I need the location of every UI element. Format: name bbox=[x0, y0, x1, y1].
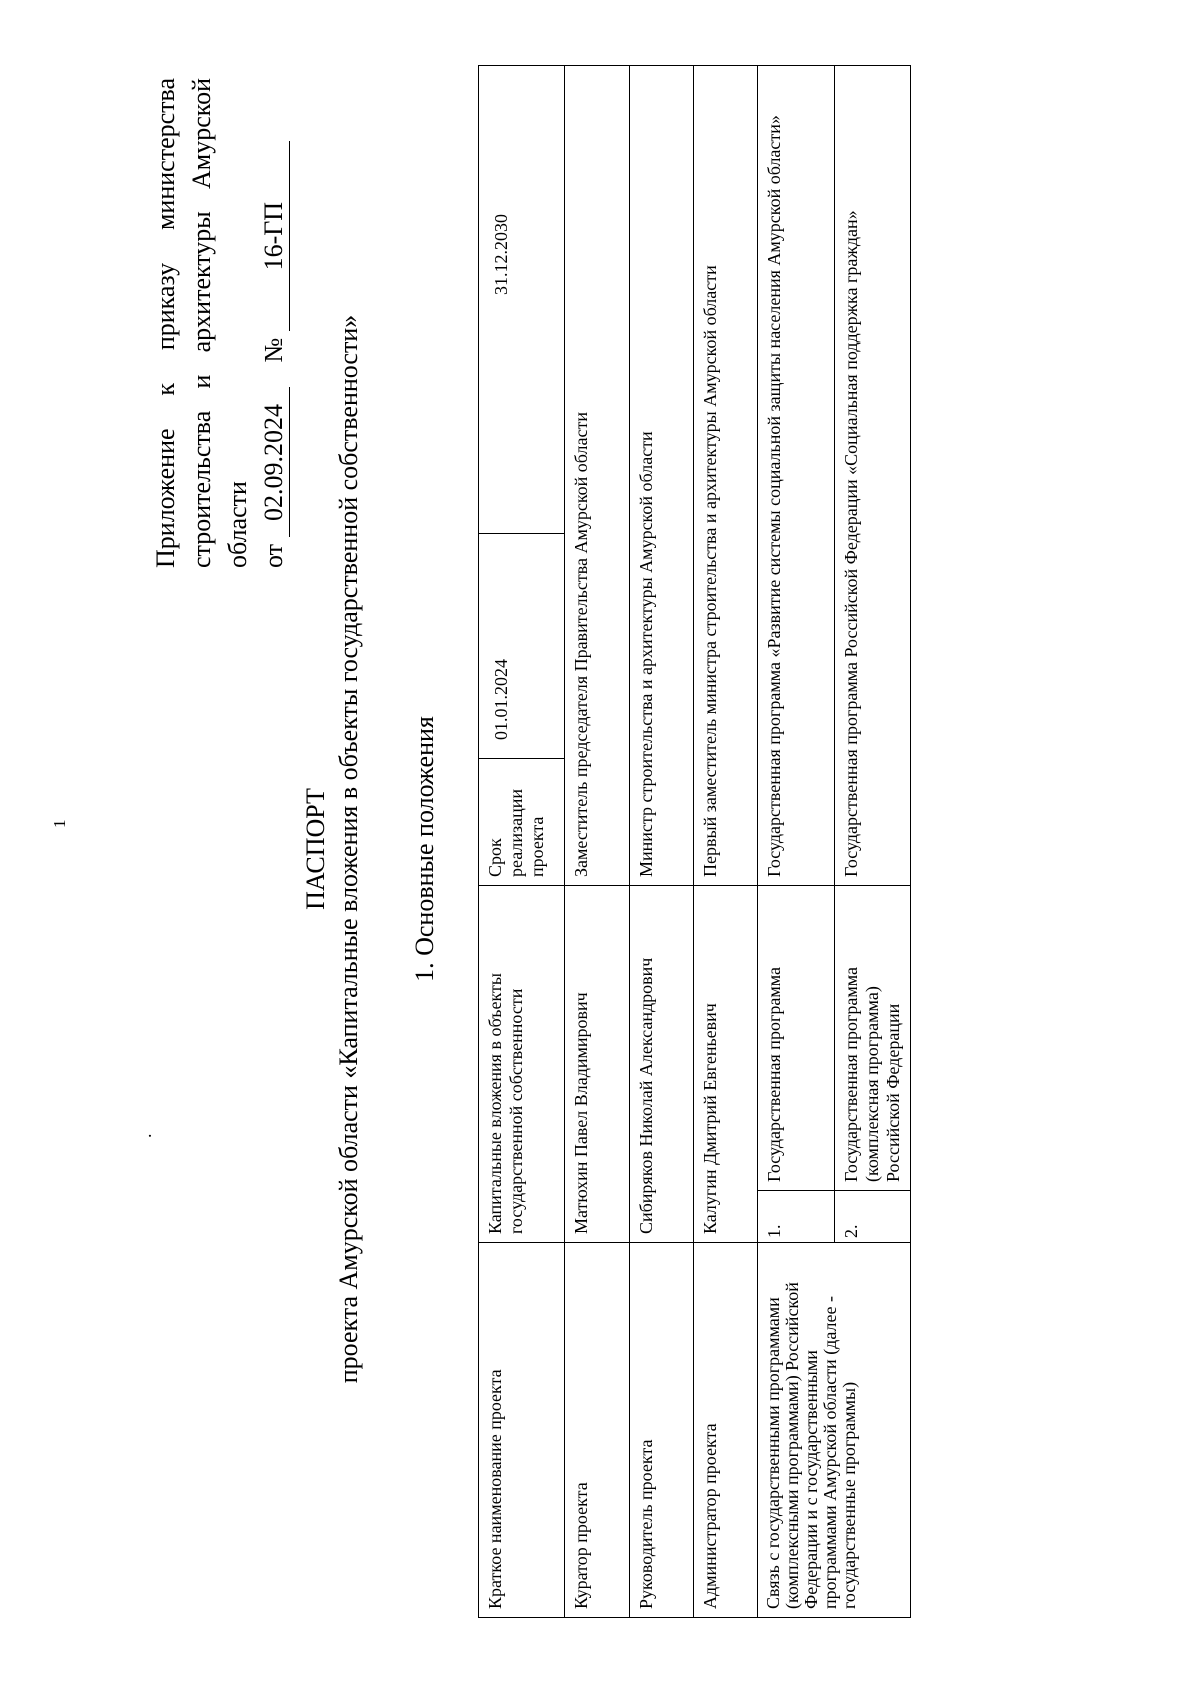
manager-position: Министр строительства и архитектуры Амурской области bbox=[630, 66, 694, 886]
order-date: 02.09.2024 bbox=[259, 387, 290, 537]
term-label: Срок реализации проекта bbox=[479, 759, 565, 886]
date-prefix: от bbox=[259, 543, 288, 568]
curator-name: Матюхин Павел Владимирович bbox=[565, 886, 630, 1243]
manager-name: Сибиряков Николай Александрович bbox=[630, 886, 694, 1243]
document-title: ПАСПОРТ bbox=[301, 788, 330, 910]
scan-dot: . bbox=[135, 1133, 155, 1138]
table-row-manager bbox=[630, 66, 694, 1618]
program-1-name: Государственная программа «Развитие системы социальной защиты населения Амурской области» bbox=[758, 66, 835, 886]
administrator-position: Первый заместитель министра строительства и архитектуры Амурской области bbox=[694, 66, 758, 886]
table-row-curator bbox=[565, 66, 630, 1618]
program-2-type: Государственная программа (комплексная программа) Российской Федерации bbox=[835, 886, 911, 1191]
program-1-type: Государственная программа bbox=[758, 886, 835, 1191]
appendix-line-3: области bbox=[223, 481, 252, 568]
appendix-line-1: Приложение к приказу министерства bbox=[151, 78, 180, 568]
administrator-name: Калугин Дмитрий Евгеньевич bbox=[694, 886, 758, 1243]
order-date-line bbox=[256, 78, 292, 568]
short-name-label: Краткое наименование проекта bbox=[479, 1243, 565, 1618]
curator-label: Куратор проекта bbox=[565, 1243, 630, 1618]
manager-label: Руководитель проекта bbox=[630, 1243, 694, 1618]
table-row-administrator bbox=[694, 66, 758, 1618]
order-number: 16-ГП bbox=[259, 141, 290, 331]
program-2-name: Государственная программа Российской Федерации «Социальная поддержка граждан» bbox=[835, 66, 911, 886]
term-end: 31.12.2030 bbox=[479, 66, 565, 534]
number-sign: № bbox=[259, 337, 288, 363]
appendix-block bbox=[148, 78, 292, 568]
table-row-program-1 bbox=[758, 66, 835, 1618]
project-passport-table bbox=[478, 65, 911, 1618]
document-subtitle: проекта Амурской области «Капитальные вложения в объекты государственной собственности» bbox=[334, 314, 363, 1384]
program-2-number: 2. bbox=[835, 1191, 911, 1243]
program-1-number: 1. bbox=[758, 1191, 835, 1243]
title-block bbox=[300, 0, 366, 1698]
curator-position: Заместитель председателя Правительства Амурской области bbox=[565, 66, 630, 886]
table-row-short-name bbox=[479, 66, 565, 1618]
short-name-value: Капитальные вложения в объекты государственной собственности bbox=[479, 886, 565, 1243]
programs-label: Связь с государственными программами (комплексными программами) Российской Федерации и с государственными программами Амурской области (далее - государственные программы) bbox=[758, 1243, 911, 1618]
administrator-label: Администратор проекта bbox=[694, 1243, 758, 1618]
appendix-line-2: строительства и архитектуры Амурской bbox=[187, 78, 216, 568]
term-start: 01.01.2024 bbox=[479, 534, 565, 759]
section-heading: 1. Основные положения bbox=[410, 716, 439, 982]
page-number: 1 bbox=[50, 819, 69, 828]
